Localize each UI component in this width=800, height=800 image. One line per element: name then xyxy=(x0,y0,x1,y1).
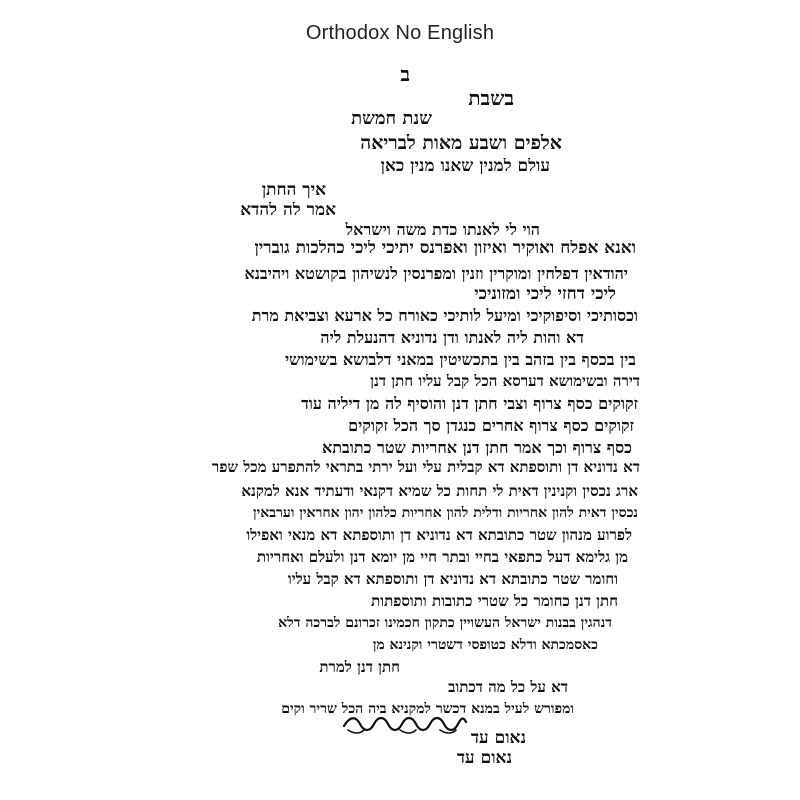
ketubah-line: כסף צרוף וכך אמר חתן דנן אחריות שטר כתובתא xyxy=(322,440,632,457)
ketubah-line: אמר לה להדא xyxy=(240,202,336,220)
ketubah-line: דירה ובשימושא דערסא הכל קבל עליו חתן דנן xyxy=(370,374,640,390)
ketubah-line: דנהגין בבנות ישראל העשויין כתקון חכמינו זכרונם לברכה דלא xyxy=(278,616,612,631)
ketubah-line: חתן דנן למרת xyxy=(319,660,400,676)
ketubah-line: זקוקים כסף צרוף וצבי חתן דנן והוסיף לה מן דיליה עוד xyxy=(301,396,638,413)
ketubah-line: שנת חמשת xyxy=(351,110,432,129)
ketubah-line: בין בכסף בין בזהב בין בתכשיטין במאני דלבושא בשימושי xyxy=(284,352,636,369)
ketubah-line: וחומר שטר כתובתא דא נדוניא דן ותוספתא דא קבל עליו xyxy=(287,572,618,588)
ketubah-line: דא על כל מה דכתוב xyxy=(448,680,568,696)
ketubah-line: הוי לי לאנתו כדת משה וישראל xyxy=(345,222,540,239)
ketubah-line: דא נדוניא דן ותוספתא דא קבלית עלי ועל ירתי בתראי להתפרע מכל שפר xyxy=(211,460,640,476)
ketubah-line: דא והות ליה לאנתו ודן נדוניא דהנעלת ליה xyxy=(320,330,584,347)
ketubah-line: וכסותיכי וסיפוקיכי ומיעל לותיכי כאורח כל ארעא וצביאת מרת xyxy=(251,308,638,325)
ketubah-line: נאום עד xyxy=(456,750,512,768)
ketubah-line: ומפורש לעיל במנא דכשר למקניא ביה הכל שריר וקים xyxy=(281,702,574,717)
ketubah-line: כאסמכתא ודלא כטופסי דשטרי וקנינא מן xyxy=(372,638,598,653)
ketubah-line: ארג נכסין וקנינין דאית לי תחות כל שמיא דקנאי ודעתיד אנא למקנא xyxy=(241,484,638,500)
ketubah-line: ב xyxy=(400,64,410,86)
ketubah-line: יהודאין דפלחין ומוקרין וזנין ומפרנסין לנשיהון בקושטא ויהיבנא xyxy=(244,266,628,283)
ketubah-line: נאום עד xyxy=(470,730,526,748)
product-caption: Orthodox No English xyxy=(305,22,495,44)
ketubah-line: איך החתן xyxy=(261,182,326,200)
ketubah-line: ואנא אפלח ואוקיר ואיזון ואפרנס יתיכי ליכי כהלכות גוברין xyxy=(254,240,636,258)
ketubah-line: אלפים ושבע מאות לבריאה xyxy=(360,134,562,154)
ketubah-line: ליכי דחזי ליכי ומזוניכי xyxy=(474,286,616,304)
ketubah-line: עולם למנין שאנו מנין כאן xyxy=(380,158,550,176)
ketubah-text-block xyxy=(0,56,800,800)
ketubah-line: חתן דנן כחומר כל שטרי כתובות ותוספתות xyxy=(371,594,618,610)
decorative-flourish xyxy=(340,712,470,736)
ketubah-line: זקוקים כסף צרוף אחרים כנגדן סך הכל זקוקים xyxy=(348,418,634,435)
ketubah-line: נכסין דאית להון אחריות ודלית להון אחריות כלהון יהון אחראין וערבאין xyxy=(253,506,638,521)
ketubah-line: מן גלימא דעל כתפאי בחיי ובתר חיי מן יומא דנן ולעלם ואחריות xyxy=(256,550,628,566)
ketubah-line: לפרוע מנהון שטר כתובתא דא נדוניא דן ותוספתא דא מנאי ואפילו xyxy=(246,528,632,544)
ketubah-line: בשבת xyxy=(468,88,514,110)
